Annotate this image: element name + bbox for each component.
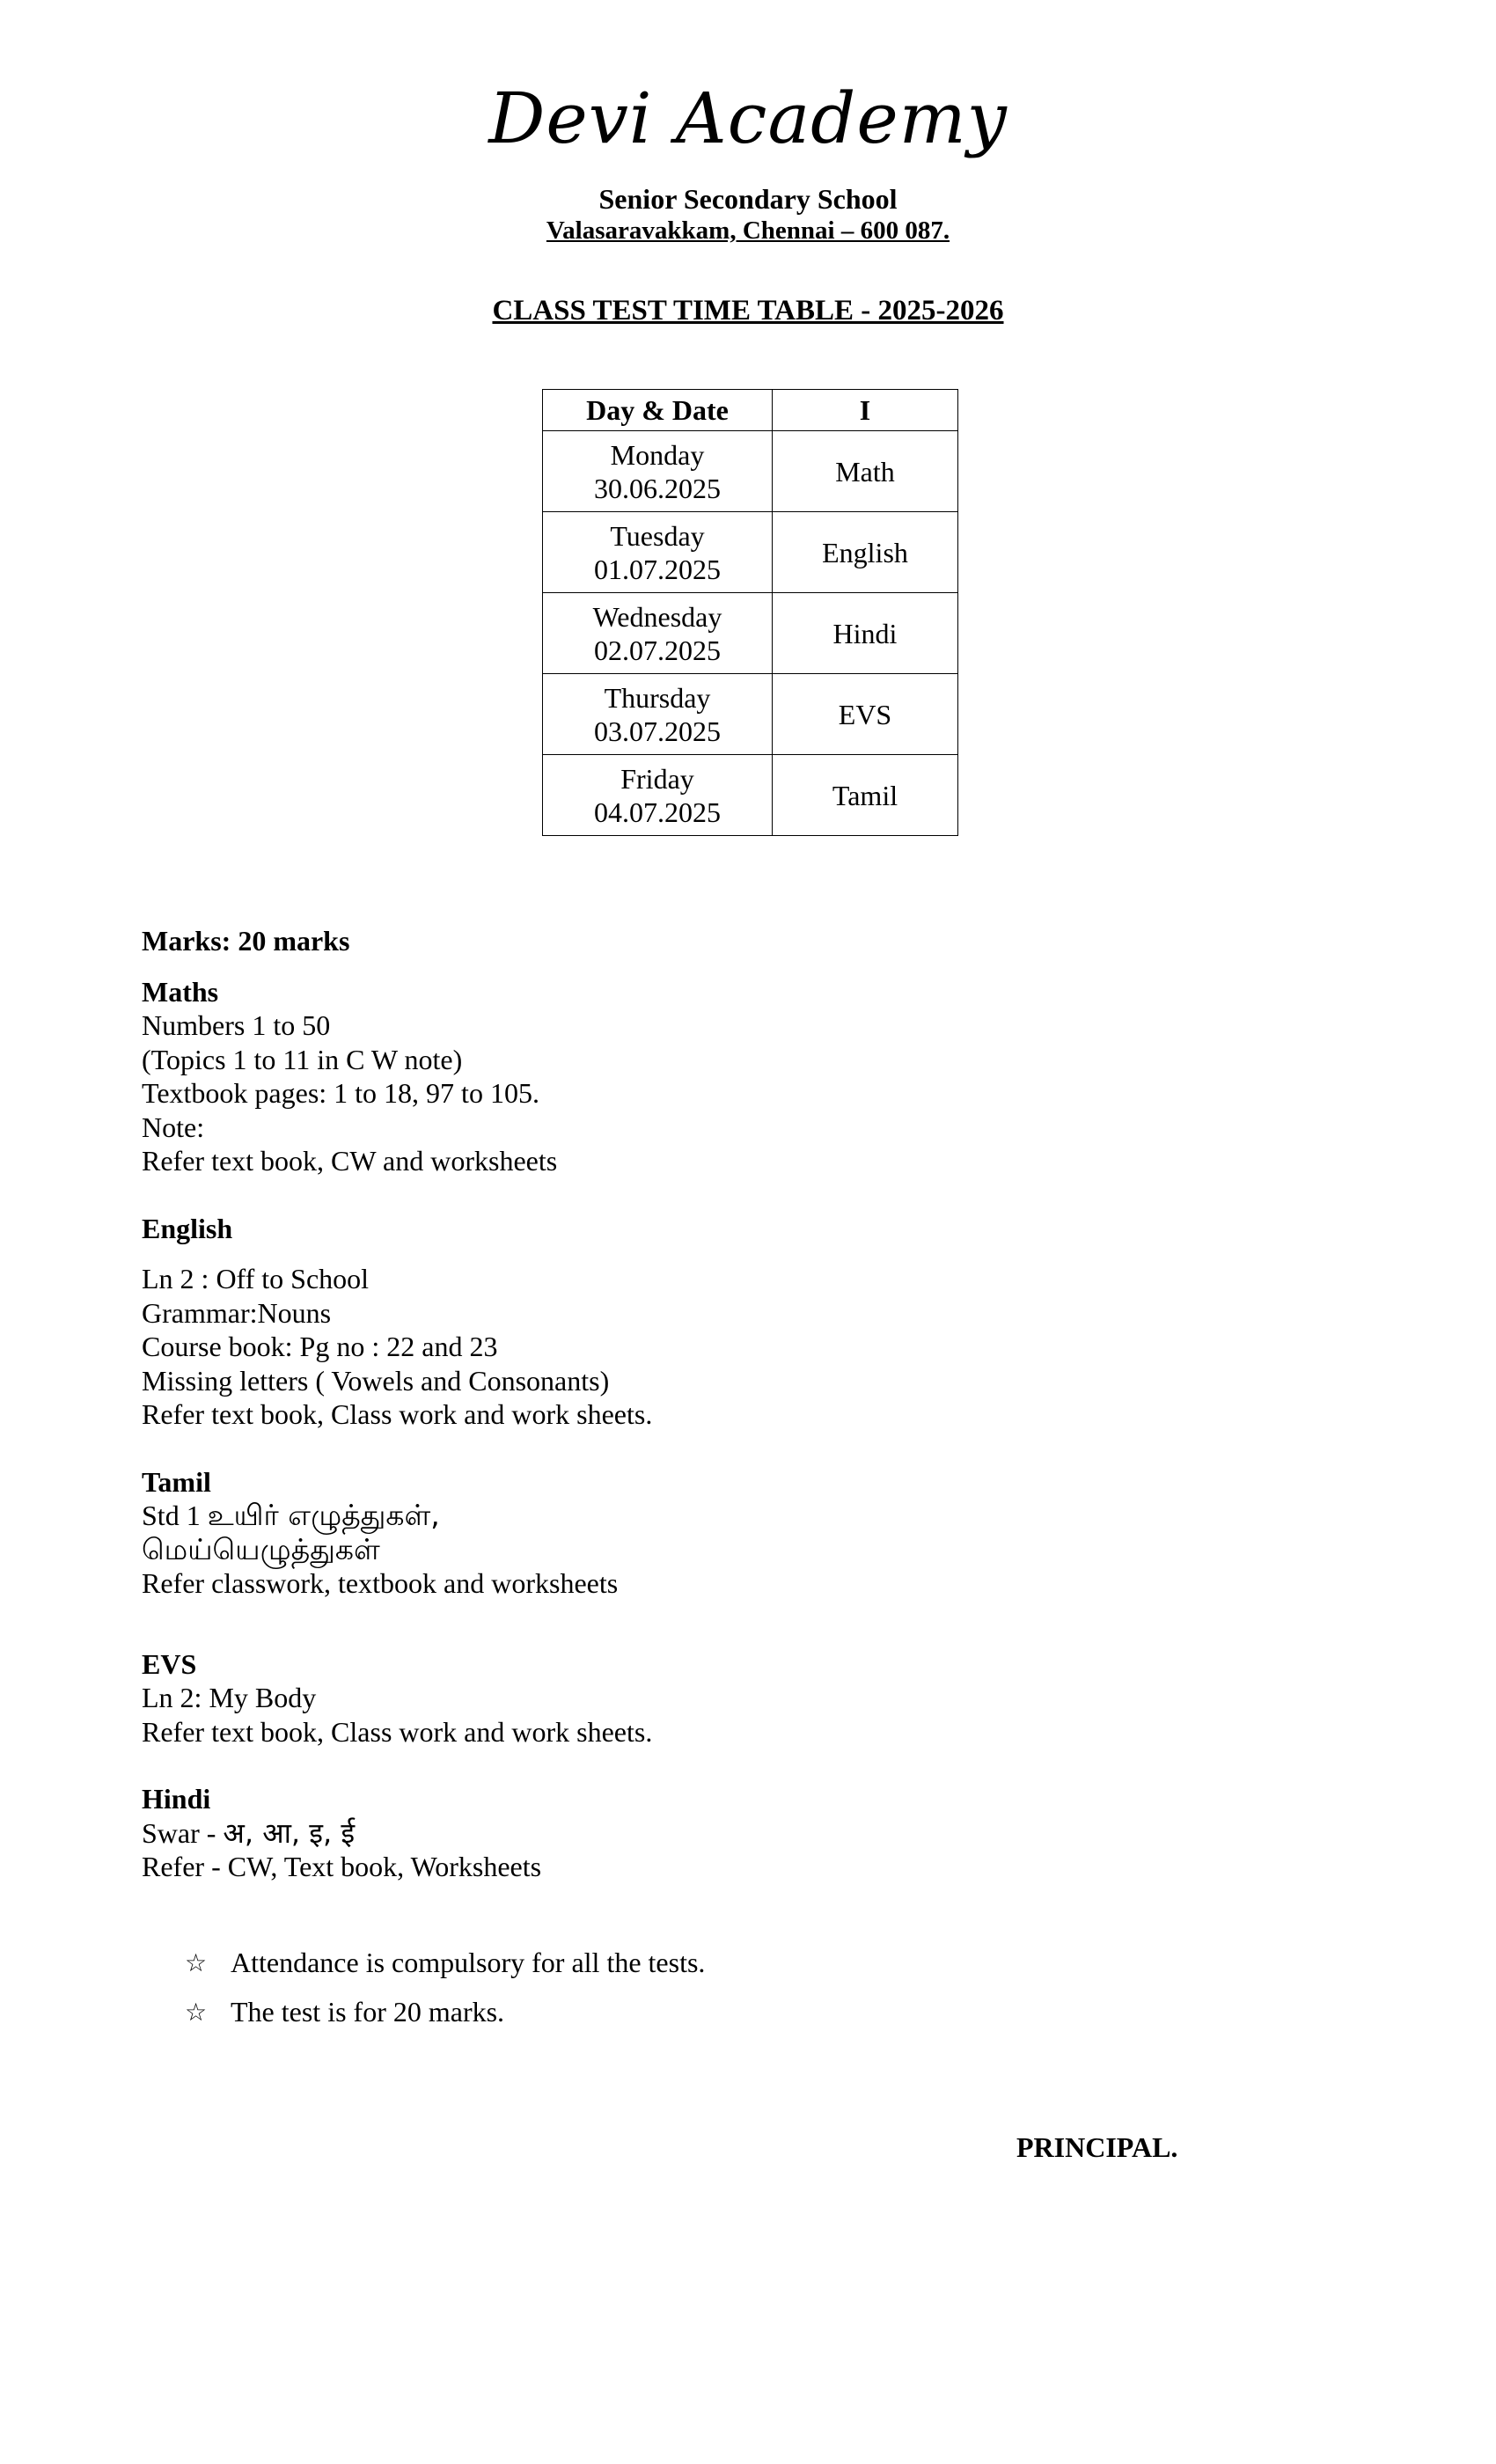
table-row: [543, 674, 958, 755]
english-line: Missing letters ( Vowels and Consonants): [142, 1364, 610, 1397]
note-text: The test is for 20 marks.: [231, 1995, 505, 2028]
date: 30.06.2025: [594, 472, 721, 504]
english-line: Ln 2 : Off to School: [142, 1263, 370, 1294]
date: 03.07.2025: [594, 715, 721, 747]
hindi-heading: Hindi: [142, 1783, 211, 1815]
marks-heading: Marks: 20 marks: [142, 925, 350, 957]
hindi-swar-label: Swar -: [142, 1816, 224, 1849]
principal-signature: PRINCIPAL.: [1016, 2131, 1178, 2163]
english-heading: English: [142, 1212, 233, 1244]
evs-line: Refer text book, Class work and work sheets.: [142, 1715, 653, 1748]
english-line: Course book: Pg no : 22 and 23: [142, 1331, 498, 1362]
day: Friday: [620, 762, 694, 795]
day-date-cell: [543, 674, 773, 755]
english-line: Grammar:Nouns: [142, 1296, 332, 1329]
maths-line: Textbook pages: 1 to 18, 97 to 105.: [142, 1077, 539, 1109]
list-item: [185, 1945, 705, 1980]
tamil-line: [142, 1499, 652, 1533]
timetable: [542, 389, 958, 836]
subject-cell: EVS: [773, 674, 958, 755]
star-outline-icon: ☆: [185, 1997, 208, 2027]
date: 01.07.2025: [594, 553, 721, 585]
hindi-line: Refer - CW, Text book, Worksheets: [142, 1851, 542, 1882]
table-row: [543, 755, 958, 836]
school-name: Senior Secondary School: [598, 183, 898, 215]
academy-logo-title: Devi Academy: [488, 77, 1008, 159]
day-date-cell: [543, 512, 773, 593]
day: Monday: [610, 438, 705, 471]
table-row: [543, 512, 958, 593]
day-date-cell: [543, 593, 773, 674]
date: 04.07.2025: [594, 796, 721, 828]
table-row: [543, 431, 958, 512]
subject-cell: Hindi: [773, 593, 958, 674]
school-address: Valasaravakkam, Chennai – 600 087.: [546, 216, 950, 245]
day: Thursday: [604, 681, 711, 714]
evs-heading: EVS: [142, 1647, 197, 1680]
maths-line: Refer text book, CW and worksheets: [142, 1145, 558, 1177]
timetable-header-row: [543, 390, 958, 431]
tamil-consonants-text: மெய்யெழுத்துகள்: [142, 1531, 380, 1566]
maths-line: Numbers 1 to 50: [142, 1009, 331, 1041]
day-date-cell: [543, 755, 773, 836]
evs-line: Ln 2: My Body: [142, 1682, 317, 1713]
star-outline-icon: ☆: [185, 1947, 208, 1977]
tamil-vowels-text: உயிர் எழுத்துகள்,: [207, 1498, 440, 1532]
subject-cell: English: [773, 512, 958, 593]
hindi-line: [142, 1816, 652, 1851]
page-title: CLASS TEST TIME TABLE - 2025-2026: [492, 295, 1004, 326]
tamil-std-label: Std 1: [142, 1500, 208, 1531]
column-header-class: I: [773, 390, 958, 431]
tamil-heading: Tamil: [142, 1465, 211, 1498]
tamil-line: Refer classwork, textbook and worksheets: [142, 1567, 619, 1599]
date: 02.07.2025: [594, 634, 721, 666]
note-text: Attendance is compulsory for all the tests.: [231, 1946, 706, 1978]
table-row: [543, 593, 958, 674]
day: Tuesday: [610, 519, 705, 552]
day-date-cell: [543, 431, 773, 512]
subject-cell: Tamil: [773, 755, 958, 836]
column-header-day-date: Day & Date: [543, 390, 773, 431]
hindi-swar-text: अ, आ, इ, ई: [223, 1815, 356, 1850]
english-line: Refer text book, Class work and work sheets.: [142, 1398, 653, 1430]
syllabus-section: [142, 924, 652, 1884]
maths-line: Note:: [142, 1111, 205, 1143]
day: Wednesday: [592, 600, 722, 633]
subject-cell: Math: [773, 431, 958, 512]
maths-line: (Topics 1 to 11 in C W note): [142, 1043, 463, 1075]
maths-heading: Maths: [142, 975, 219, 1008]
list-item: [185, 1994, 705, 2029]
notes-list: [185, 1945, 705, 2043]
